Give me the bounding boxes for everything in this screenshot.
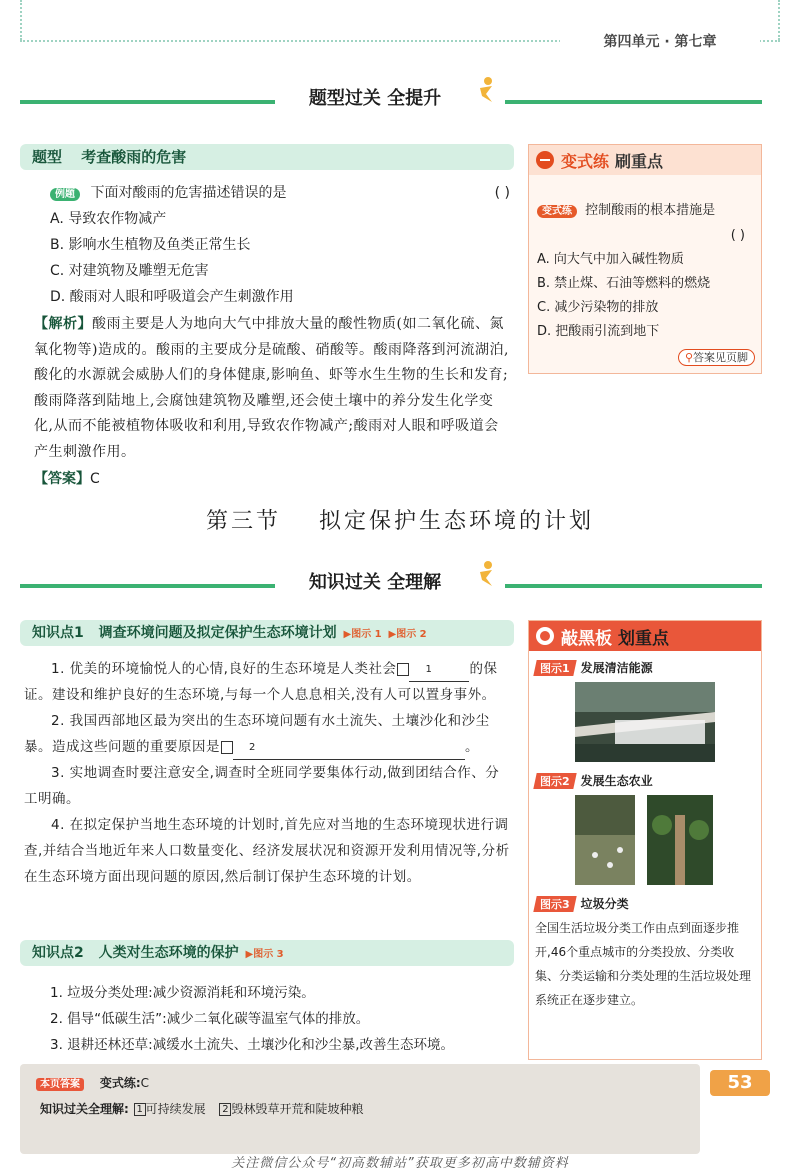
blackboard-header [529,621,761,651]
footer-variant-value: C [140,1076,150,1090]
variant-paren: ( ) [730,228,745,243]
footer-ans2-num: 2 [219,1103,231,1116]
farm-photo-1 [575,795,635,885]
fig1-row [535,659,755,676]
kp2-list [50,980,510,1058]
blackboard-title: 敲黑板 [561,628,612,649]
footer-ans2: 毁林毁草开荒和陡坡种粮 [231,1102,364,1116]
blank-line-1[interactable] [409,681,469,682]
footer-ans1: 可持续发展 [145,1102,206,1116]
fig3-tag[interactable] [533,896,576,912]
variant-title: 变式练 [561,151,610,171]
farm-photo-2 [647,795,713,885]
fig3-title: 垃圾分类 [580,897,629,911]
section-type-label: 题型 [32,148,63,166]
fig1-title: 发展清洁能源 [580,661,653,675]
section-number: 第三节 [205,509,281,534]
footer-knowledge-label: 知识过关全理解: [40,1102,129,1116]
kp1-p3: 3. 实地调查时要注意安全,调查时全班同学要集体行动,做到团结合作、分工明确。 [24,765,500,807]
header-border-right [778,0,780,40]
watermark-text: 关注微信公众号“初高数辅站”获取更多初高中数辅资料 [231,1156,569,1171]
banner-title: 题型过关 全提升 [280,84,470,114]
variant-icon [535,150,555,170]
footer-ans1-num: 1 [134,1103,146,1116]
answer-footnote-label: 答案见页脚 [693,351,748,364]
kp1-p2-end: 。 [465,739,479,755]
kp1-figure-tag-1[interactable]: ▶图示 1 [343,629,382,640]
answer-value: C [90,471,100,487]
fig3-tag-label: 图示3 [540,897,570,911]
runner-icon [470,76,500,106]
kp2-item-2: 2. 倡导“低碳生活”:减少二氧化碳等温室气体的排放。 [50,1011,370,1027]
kp1-p2-a: 2. 我国西部地区最为突出的生态环境问题有水土流失、土壤沙化和沙尘暴。造成这些问题的重要原因是 [24,713,490,755]
section-type-title: 考查酸雨的危害 [81,148,187,166]
variant-panel [528,144,762,374]
example-question [50,180,510,208]
kp1-p1-b: 的保证。建设和维护良好的生态环境,与每一个人息息相关,没有人可以置身事外。 [24,661,498,703]
analysis-label: 【解析】 [34,316,92,332]
kp1-content [24,656,512,890]
answer-label: 【答案】 [34,471,90,487]
fig1-tag-label: 图示1 [540,661,570,675]
answer-footnote-pill[interactable] [678,349,755,366]
kp2-header [20,940,514,966]
kp2-title: 人类对生态环境的保护 [98,945,239,961]
kp2-item-1: 1. 垃圾分类处理:减少资源消耗和环境污染。 [50,985,315,1001]
banner-bar-left [20,100,275,104]
fig3-row [535,895,755,912]
blank-number-1: 1 [397,663,409,676]
runner-icon [470,560,500,590]
variant-subtitle: 刷重点 [615,151,664,171]
variant-option-b: B. 禁止煤、石油等燃料的燃烧 [537,276,711,291]
variant-panel-header [529,145,761,175]
fig1-tag[interactable] [533,660,576,676]
blackboard-body [529,651,761,1020]
chapter-label: 第四单元 · 第七章 [560,30,760,54]
pin-icon: ⚲ [684,351,693,364]
analysis-text: 酸雨主要是人为地向大气中排放大量的酸性物质(如二氧化硫、氮氧化物等)造成的。酸雨的主要成分是硫酸、硝酸等。酸雨降落到河流湖泊,酸化的水源就会威胁人们的身体健康,影响鱼、虾等水生生物的生长和发育;酸雨降落到陆地上,会腐蚀建筑物及雕塑,还会使土壤中的养分发生化学变化,从而不能被植物体吸收和利用,导致农作物减产;酸雨对人眼和呼吸道会产生刺激作用。 [34,316,509,460]
kp1-label: 知识点1 [32,625,84,641]
banner2-bar-left [20,584,275,588]
example-paren: ( ) [494,185,510,201]
kp2-item-3: 3. 退耕还林还草:减缓水土流失、土壤沙化和沙尘暴,改善生态环境。 [50,1037,455,1053]
banner2-bar-right [505,584,762,588]
option-b: B. 影响水生植物及鱼类正常生长 [50,237,251,253]
header-border-left [20,0,22,40]
page-answer-tag: 本页答案 [36,1078,84,1091]
example-badge: 例题 [50,188,80,201]
blank-number-2: 2 [221,741,233,754]
kp2-label: 知识点2 [32,945,84,961]
example-answer [34,466,234,492]
example-analysis [34,312,512,465]
kp1-title: 调查环境问题及拟定保护生态环境计划 [98,625,337,641]
section-name: 拟定保护生态环境的计划 [319,509,595,534]
dam-photo [575,682,715,762]
section-title [0,504,800,535]
variant-question: 控制酸雨的根本措施是 [585,203,716,218]
footer-line-2 [40,1100,364,1117]
option-a: A. 导致农作物减产 [50,211,167,227]
kp1-header [20,620,514,646]
fig2-tag[interactable] [533,773,576,789]
variant-option-c: C. 减少污染物的排放 [537,300,659,315]
footer-line-1 [36,1074,149,1091]
fig3-text: 全国生活垃圾分类工作由点到面逐步推开,46个重点城市的分类投放、分类收集、分类运输和分类处理的生活垃圾处理系统正在逐步建立。 [535,921,752,1007]
fig2-photos [575,795,755,885]
kp1-p1-a: 1. 优美的环境愉悦人的心情,良好的生态环境是人类社会 [51,661,397,677]
blackboard-icon [535,626,555,646]
variant-option-d: D. 把酸雨引流到地下 [537,324,660,339]
fig2-row [535,772,755,789]
option-c: C. 对建筑物及雕塑无危害 [50,263,209,279]
option-d: D. 酸雨对人眼和呼吸道会产生刺激作用 [50,289,294,305]
banner2-title: 知识过关 全理解 [280,568,470,598]
banner-bar-right [505,100,762,104]
answer-footer [20,1064,700,1154]
kp1-p4: 4. 在拟定保护当地生态环境的计划时,首先应对当地的生态环境现状进行调查,并结合当地近年来人口数量变化、经济发展状况和资源开发利用情况等,分析在生态环境方面出现问题的原因,然后制订保护生态环境的计划。 [24,817,510,885]
kp2-figure-tag[interactable]: ▶图示 3 [245,949,284,960]
variant-option-a: A. 向大气中加入碱性物质 [537,252,684,267]
fig2-tag-label: 图示2 [540,774,570,788]
footer-variant-label: 变式练: [99,1076,141,1090]
fig2-title: 发展生态农业 [580,774,653,788]
variant-body [529,175,761,370]
variant-badge: 变式练 [537,205,577,218]
kp1-figure-tag-2[interactable]: ▶图示 2 [388,629,427,640]
page-number: 53 [710,1070,770,1096]
section-header-type [20,144,514,170]
blackboard-subtitle: 划重点 [618,628,669,649]
blackboard-panel [528,620,762,1060]
example-options [50,206,510,310]
example-question-text: 下面对酸雨的危害描述错误的是 [90,185,287,201]
